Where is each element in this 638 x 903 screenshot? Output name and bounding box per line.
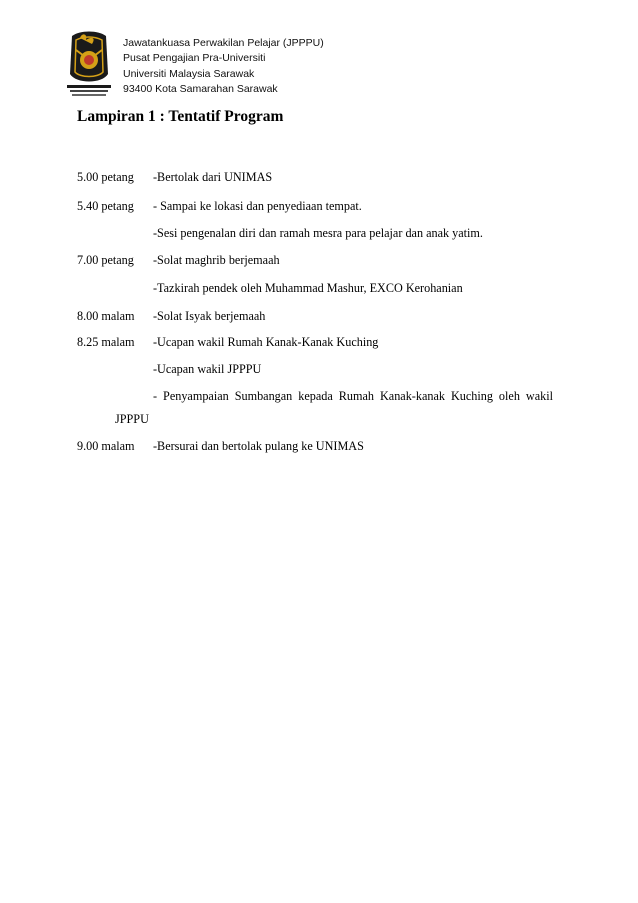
jpppu-logo bbox=[62, 28, 116, 100]
header-line: Pusat Pengajian Pra-Universiti bbox=[123, 52, 266, 65]
schedule-time: 9.00 malam bbox=[77, 439, 135, 453]
schedule-item: -Sesi pengenalan diri dan ramah mesra para pelajar dan anak yatim. bbox=[153, 226, 483, 240]
schedule-item: -Solat maghrib berjemaah bbox=[153, 253, 280, 267]
letterhead bbox=[123, 36, 324, 97]
header-line: Jawatankuasa Perwakilan Pelajar (JPPPU) bbox=[123, 37, 324, 49]
schedule-time: 5.40 petang bbox=[77, 199, 134, 213]
page-title: Lampiran 1 : Tentatif Program bbox=[77, 108, 284, 125]
header-line: Universiti Malaysia Sarawak bbox=[123, 67, 255, 80]
schedule-item: -Ucapan wakil JPPPU bbox=[153, 362, 262, 376]
schedule-item: -Bersurai dan bertolak pulang ke UNIMAS bbox=[153, 439, 364, 453]
schedule-time: 8.00 malam bbox=[77, 309, 135, 323]
schedule-item: - Penyampaian Sumbangan kepada Rumah Kanak-kanak Kuching oleh wakil bbox=[153, 389, 553, 403]
schedule-item-continuation: JPPPU bbox=[115, 412, 149, 426]
header-line: 93400 Kota Samarahan Sarawak bbox=[123, 82, 278, 95]
schedule-item: - Sampai ke lokasi dan penyediaan tempat. bbox=[153, 199, 362, 213]
schedule-time: 8.25 malam bbox=[77, 335, 135, 349]
schedule-item: -Solat Isyak berjemaah bbox=[153, 309, 266, 323]
schedule-item: -Ucapan wakil Rumah Kanak-Kanak Kuching bbox=[153, 335, 379, 349]
schedule-item: -Bertolak dari UNIMAS bbox=[153, 170, 273, 184]
schedule-item: -Tazkirah pendek oleh Muhammad Mashur, EXCO Kerohanian bbox=[153, 281, 463, 295]
schedule-time: 7.00 petang bbox=[77, 253, 134, 267]
schedule-time: 5.00 petang bbox=[77, 170, 134, 184]
